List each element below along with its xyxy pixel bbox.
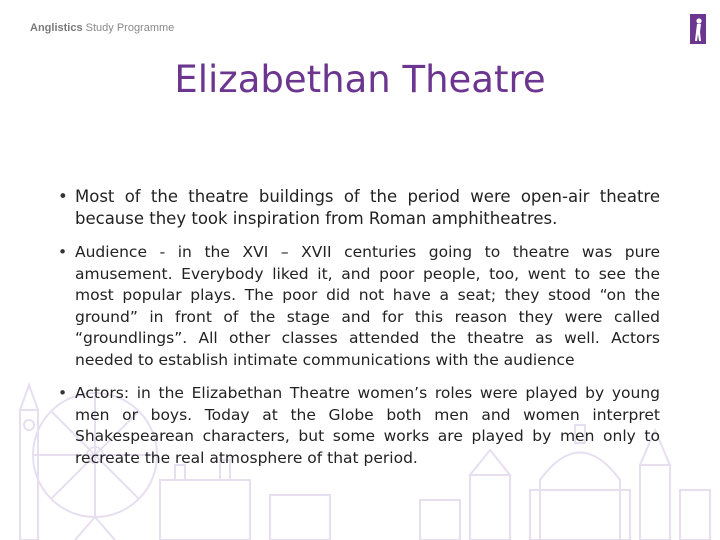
brand-name: Anglistics — [30, 22, 83, 34]
programme-header — [30, 22, 174, 34]
bullet-list — [58, 186, 660, 481]
bullet-item-audience: • Audience - in the XVI – XVII centuries going to theatre was pure amusement. Everybody liked it, and poor people, too, went to see the most popular plays. The poor did not have a seat; they stood “on the ground” in front of the stage and for this reason they were called “groundlings”. All other classes attended the theatre as well. Actors needed to establish intimate communications with the audience — [58, 242, 660, 371]
figure-silhouette-icon — [690, 14, 706, 44]
slide-title: Elizabethan Theatre — [174, 58, 546, 101]
bullet-item-architecture: • Most of the theatre buildings of the period were open-air theatre because they took inspiration from Roman amphitheatres. — [58, 186, 660, 230]
programme-name: Study Programme — [85, 22, 175, 34]
bullet-item-actors: • Actors: in the Elizabethan Theatre women’s roles were played by young men or boys. Today at the Globe both men and women interpret Shakespearean characters, but some works are played by men only to recreate the real atmosphere of that period. — [58, 383, 660, 469]
